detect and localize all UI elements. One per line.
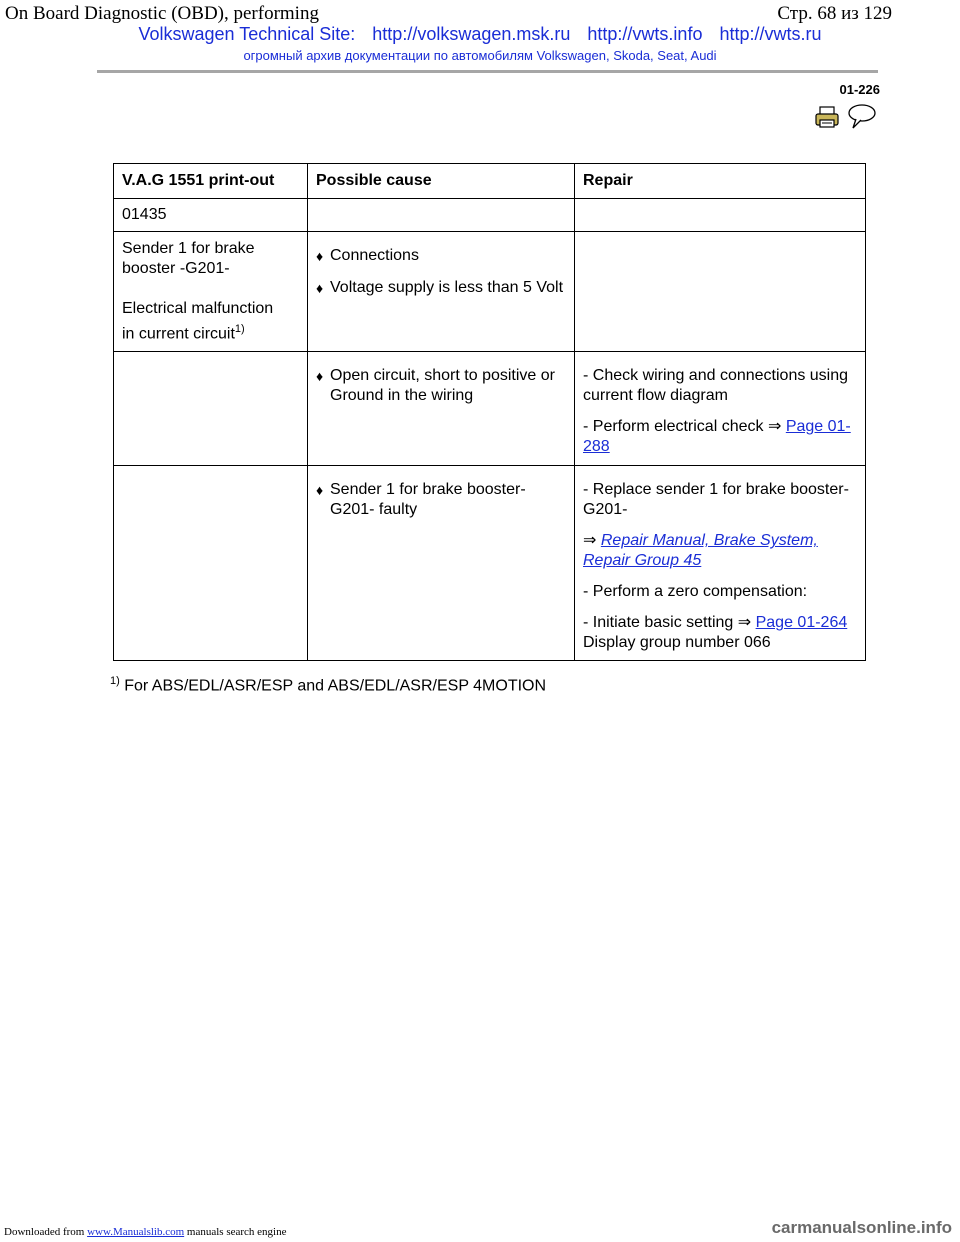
header-divider xyxy=(97,70,878,73)
table-row xyxy=(114,466,866,661)
table-row xyxy=(114,232,866,352)
fault-line: in current circuit$^{1)}$ xyxy=(122,323,245,343)
header-cause: Possible cause xyxy=(308,164,575,199)
fault-description xyxy=(114,232,308,352)
list-item: ♦ Sender 1 for brake booster-G201- faulty xyxy=(316,481,526,519)
watermark: carmanualsonline.info xyxy=(771,1218,952,1237)
page-icons xyxy=(815,104,877,130)
repair-step: - Perform a zero compensation: xyxy=(583,583,808,601)
cell-empty xyxy=(575,199,866,232)
repair-step: - Perform electrical check ⇒ Page 01-288 xyxy=(583,418,851,456)
fault-code: 01435 xyxy=(114,199,308,232)
footnote-text: For ABS/EDL/ASR/ESP and ABS/EDL/ASR/ESP 4MOTION xyxy=(124,677,547,695)
fault-line: Electrical malfunction xyxy=(122,300,274,317)
site-subtitle: огромный архив документации по автомобилям Volkswagen, Skoda, Seat, Audi xyxy=(243,48,717,63)
table-header-row xyxy=(114,164,866,199)
site-url-3[interactable]: http://vwts.ru xyxy=(719,24,822,44)
page-link[interactable]: Page 01-288 xyxy=(583,418,851,456)
cell-empty xyxy=(308,199,575,232)
footnote xyxy=(110,675,546,695)
diamond-bullet-icon: ♦ xyxy=(316,368,324,385)
page-counter: Стр. 68 из 129 xyxy=(777,3,892,24)
site-url-1[interactable]: http://volkswagen.msk.ru xyxy=(372,24,571,44)
footnote-ref: 1) xyxy=(234,323,245,335)
manualslib-link[interactable]: www.Manualslib.com xyxy=(87,1226,185,1238)
site-url-2[interactable]: http://vwts.info xyxy=(587,24,703,44)
fault-line: booster -G201- xyxy=(122,260,230,277)
diamond-bullet-icon: ♦ xyxy=(316,280,324,296)
cause-cell xyxy=(308,232,575,352)
arrow-icon: ⇒ xyxy=(737,614,752,632)
page-link[interactable]: Page 01-264 xyxy=(755,614,848,632)
cause-cell xyxy=(308,466,575,661)
diagnostic-table xyxy=(113,163,866,661)
fault-line: Sender 1 for brake xyxy=(122,240,255,257)
doc-title: On Board Diagnostic (OBD), performing xyxy=(5,3,319,24)
header-repair: Repair xyxy=(575,164,866,199)
repair-step xyxy=(583,531,857,571)
repair-step: - Initiate basic setting ⇒ Page 01-264 Display group number 066 xyxy=(583,614,848,652)
diamond-bullet-icon: ♦ xyxy=(316,482,324,499)
diamond-bullet-icon: ♦ xyxy=(316,248,324,264)
arrow-icon: ⇒ xyxy=(767,418,782,436)
cell-empty xyxy=(575,232,866,352)
repair-cell xyxy=(575,352,866,466)
repair-step: - Check wiring and connections using current flow diagram xyxy=(583,367,849,405)
list-item: ♦ Connections xyxy=(316,247,419,264)
site-banner xyxy=(0,24,960,45)
cell-empty xyxy=(114,352,308,466)
site-label: Volkswagen Technical Site: xyxy=(138,24,356,44)
list-item: ♦ Voltage supply is less than 5 Volt xyxy=(316,279,564,296)
list-item: ♦ Open circuit, short to positive or Ground in the wiring xyxy=(316,367,555,405)
download-credit: Downloaded from www.Manualslib.com manuals search engine xyxy=(4,1226,287,1238)
header-printout: V.A.G 1551 print-out xyxy=(114,164,308,199)
repair-cell xyxy=(575,466,866,661)
arrow-icon: ⇒ xyxy=(583,532,597,550)
cause-cell xyxy=(308,352,575,466)
table-row xyxy=(114,352,866,466)
printer-icon[interactable] xyxy=(815,106,839,128)
footnote-mark: 1) xyxy=(110,675,120,687)
table-row xyxy=(114,199,866,232)
cell-empty xyxy=(114,466,308,661)
speech-bubble-icon[interactable] xyxy=(847,104,877,130)
repair-step: - Replace sender 1 for brake booster-G201- xyxy=(583,481,849,519)
repair-manual-link[interactable]: Repair Manual, Brake System, Repair Group 45 xyxy=(583,532,818,570)
page-number: 01-226 xyxy=(839,82,880,97)
